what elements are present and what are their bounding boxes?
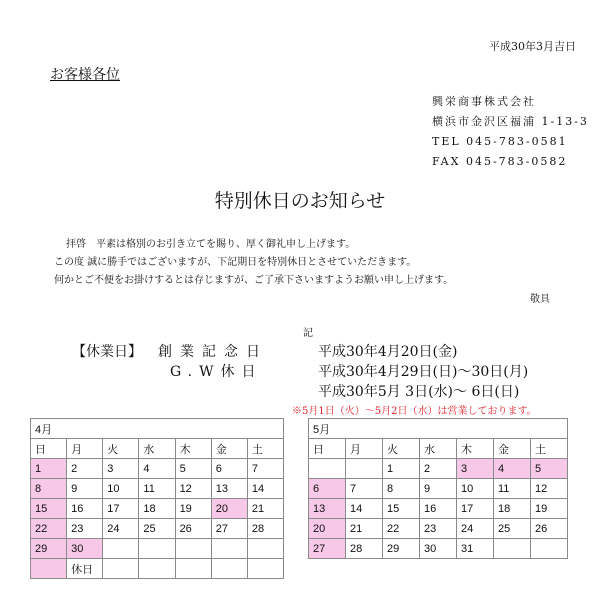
calendar-day-cell: 4 bbox=[139, 459, 175, 479]
calendar-day-cell: 30 bbox=[420, 539, 457, 559]
calendar-day-cell: 12 bbox=[531, 479, 568, 499]
calendar-day-cell: 20 bbox=[309, 519, 346, 539]
weekday-tue: 火 bbox=[103, 439, 139, 459]
calendar-day-cell bbox=[175, 559, 211, 579]
calendar-day-cell: 4 bbox=[494, 459, 531, 479]
calendar-day-cell: 26 bbox=[531, 519, 568, 539]
calendar-day-cell bbox=[31, 559, 67, 579]
company-block bbox=[432, 92, 589, 172]
may-month-label: 5月 bbox=[309, 419, 568, 439]
calendar-day-cell: 19 bbox=[175, 499, 211, 519]
body-line-3: 何かとご不便をお掛けするとは存じますが、ご了承下さいますようお願い申し上げます。 bbox=[54, 275, 454, 286]
calendar-day-cell bbox=[247, 559, 283, 579]
calendar-day-cell: 13 bbox=[211, 479, 247, 499]
calendar-day-cell: 27 bbox=[211, 519, 247, 539]
calendar-day-cell: 28 bbox=[247, 519, 283, 539]
calendar-day-cell: 6 bbox=[211, 459, 247, 479]
calendar-week-row bbox=[31, 479, 284, 499]
calendar-day-cell: 19 bbox=[531, 499, 568, 519]
calendar-day-cell: 7 bbox=[247, 459, 283, 479]
calendar-day-cell: 5 bbox=[175, 459, 211, 479]
page-title: 特別休日のお知らせ bbox=[214, 190, 386, 212]
gw-date-april: 平成30年4月29日(日)～30日(月) bbox=[318, 364, 529, 380]
calendar-week-row bbox=[31, 499, 284, 519]
calendar-day-cell: 2 bbox=[420, 459, 457, 479]
calendar-week-row bbox=[309, 459, 568, 479]
calendar-day-cell bbox=[175, 539, 211, 559]
weekday-fri: 金 bbox=[494, 439, 531, 459]
calendar-day-cell: 10 bbox=[103, 479, 139, 499]
calendar-day-cell: 22 bbox=[31, 519, 67, 539]
weekday-sun: 日 bbox=[309, 439, 346, 459]
business-open-warning: ※5月1日（火）～5月2日（水）は営業しております。 bbox=[292, 406, 537, 417]
calendar-day-cell: 9 bbox=[67, 479, 103, 499]
calendar-day-cell: 24 bbox=[457, 519, 494, 539]
calendar-day-cell bbox=[309, 459, 346, 479]
gw-label: G.W休日 bbox=[170, 364, 263, 380]
calendar-day-cell: 26 bbox=[175, 519, 211, 539]
calendar-day-cell: 8 bbox=[31, 479, 67, 499]
calendar-day-cell: 6 bbox=[309, 479, 346, 499]
calendar-day-cell: 25 bbox=[494, 519, 531, 539]
calendar-week-row bbox=[31, 519, 284, 539]
calendar-day-cell: 12 bbox=[175, 479, 211, 499]
calendar-day-cell: 18 bbox=[494, 499, 531, 519]
calendar-day-cell bbox=[346, 459, 383, 479]
calendar-day-cell: 14 bbox=[247, 479, 283, 499]
calendar-day-cell: 21 bbox=[247, 499, 283, 519]
calendar-week-row bbox=[309, 519, 568, 539]
company-address: 横浜市金沢区福浦 1-13-3 bbox=[432, 115, 589, 128]
calendar-day-cell bbox=[211, 559, 247, 579]
april-month-label: 4月 bbox=[31, 419, 284, 439]
company-name: 興栄商事株式会社 bbox=[432, 95, 536, 108]
company-fax: FAX 045-783-0582 bbox=[432, 155, 568, 168]
calendar-day-cell: 28 bbox=[346, 539, 383, 559]
calendar-day-cell: 17 bbox=[457, 499, 494, 519]
calendar-day-cell: 11 bbox=[494, 479, 531, 499]
calendar-day-cell bbox=[103, 559, 139, 579]
calendar-day-cell: 23 bbox=[67, 519, 103, 539]
company-tel: TEL 045-783-0581 bbox=[432, 135, 568, 148]
weekday-sat: 土 bbox=[247, 439, 283, 459]
calendar-day-cell: 3 bbox=[103, 459, 139, 479]
weekday-mon: 月 bbox=[346, 439, 383, 459]
calendar-day-cell bbox=[494, 539, 531, 559]
calendar-day-cell: 1 bbox=[383, 459, 420, 479]
calendar-week-row bbox=[31, 559, 284, 579]
calendar-day-cell: 20 bbox=[211, 499, 247, 519]
body-line-2: この度 誠に勝手ではございますが、下記期日を特別休日とさせていただきます。 bbox=[54, 257, 417, 268]
calendar-day-cell: 29 bbox=[383, 539, 420, 559]
calendar-day-cell: 9 bbox=[420, 479, 457, 499]
weekday-thu: 木 bbox=[457, 439, 494, 459]
calendar-day-cell bbox=[103, 539, 139, 559]
anniversary-label: 創業記念日 bbox=[158, 344, 268, 360]
weekday-fri: 金 bbox=[211, 439, 247, 459]
calendar-day-cell: 15 bbox=[383, 499, 420, 519]
calendar-week-row bbox=[31, 539, 284, 559]
calendar-day-cell: 2 bbox=[67, 459, 103, 479]
calendar-day-cell bbox=[139, 559, 175, 579]
weekday-mon: 月 bbox=[67, 439, 103, 459]
weekday-wed: 水 bbox=[139, 439, 175, 459]
calendar-day-cell: 13 bbox=[309, 499, 346, 519]
calendar-day-cell: 30 bbox=[67, 539, 103, 559]
calendar-day-cell: 27 bbox=[309, 539, 346, 559]
may-calendar bbox=[308, 418, 568, 559]
calendar-day-cell: 15 bbox=[31, 499, 67, 519]
calendar-day-cell: 7 bbox=[346, 479, 383, 499]
april-calendar bbox=[30, 418, 284, 579]
calendar-day-cell: 22 bbox=[383, 519, 420, 539]
anniversary-date: 平成30年4月20日(金) bbox=[318, 344, 458, 360]
closing: 敬具 bbox=[530, 294, 550, 305]
calendar-week-row bbox=[31, 459, 284, 479]
calendar-day-cell: 31 bbox=[457, 539, 494, 559]
calendar-week-row bbox=[309, 499, 568, 519]
calendar-day-cell: 25 bbox=[139, 519, 175, 539]
calendar-day-cell: 21 bbox=[346, 519, 383, 539]
body-line-1: 拝啓 平素は格別のお引き立てを賜り、厚く御礼申し上げます。 bbox=[66, 239, 356, 250]
letter-body bbox=[54, 236, 453, 290]
calendar-week-row bbox=[309, 539, 568, 559]
calendar-day-cell bbox=[247, 539, 283, 559]
addressee: お客様各位 bbox=[50, 67, 120, 83]
calendar-day-cell: 3 bbox=[457, 459, 494, 479]
weekday-wed: 水 bbox=[420, 439, 457, 459]
calendar-day-cell: 24 bbox=[103, 519, 139, 539]
weekday-thu: 木 bbox=[175, 439, 211, 459]
calendar-day-cell: 14 bbox=[346, 499, 383, 519]
calendar-day-cell: 11 bbox=[139, 479, 175, 499]
calendar-day-cell: 17 bbox=[103, 499, 139, 519]
calendar-day-cell bbox=[211, 539, 247, 559]
gw-date-may: 平成30年5月 3日(水)～ 6日(日) bbox=[318, 384, 520, 400]
calendar-day-cell: 8 bbox=[383, 479, 420, 499]
calendar-day-cell bbox=[139, 539, 175, 559]
calendar-day-cell: 16 bbox=[420, 499, 457, 519]
calendar-day-cell: 23 bbox=[420, 519, 457, 539]
calendar-day-cell: 5 bbox=[531, 459, 568, 479]
calendar-day-cell: 休日 bbox=[67, 559, 103, 579]
calendar-day-cell: 16 bbox=[67, 499, 103, 519]
issue-date: 平成30年3月吉日 bbox=[489, 40, 576, 53]
calendar-week-row bbox=[309, 479, 568, 499]
calendar-day-cell: 10 bbox=[457, 479, 494, 499]
weekday-sat: 土 bbox=[531, 439, 568, 459]
ki-mark: 記 bbox=[303, 328, 313, 339]
calendar-day-cell: 1 bbox=[31, 459, 67, 479]
calendar-day-cell: 29 bbox=[31, 539, 67, 559]
calendar-day-cell bbox=[531, 539, 568, 559]
calendar-day-cell: 18 bbox=[139, 499, 175, 519]
closure-label: 【休業日】 bbox=[72, 344, 142, 360]
weekday-sun: 日 bbox=[31, 439, 67, 459]
weekday-tue: 火 bbox=[383, 439, 420, 459]
